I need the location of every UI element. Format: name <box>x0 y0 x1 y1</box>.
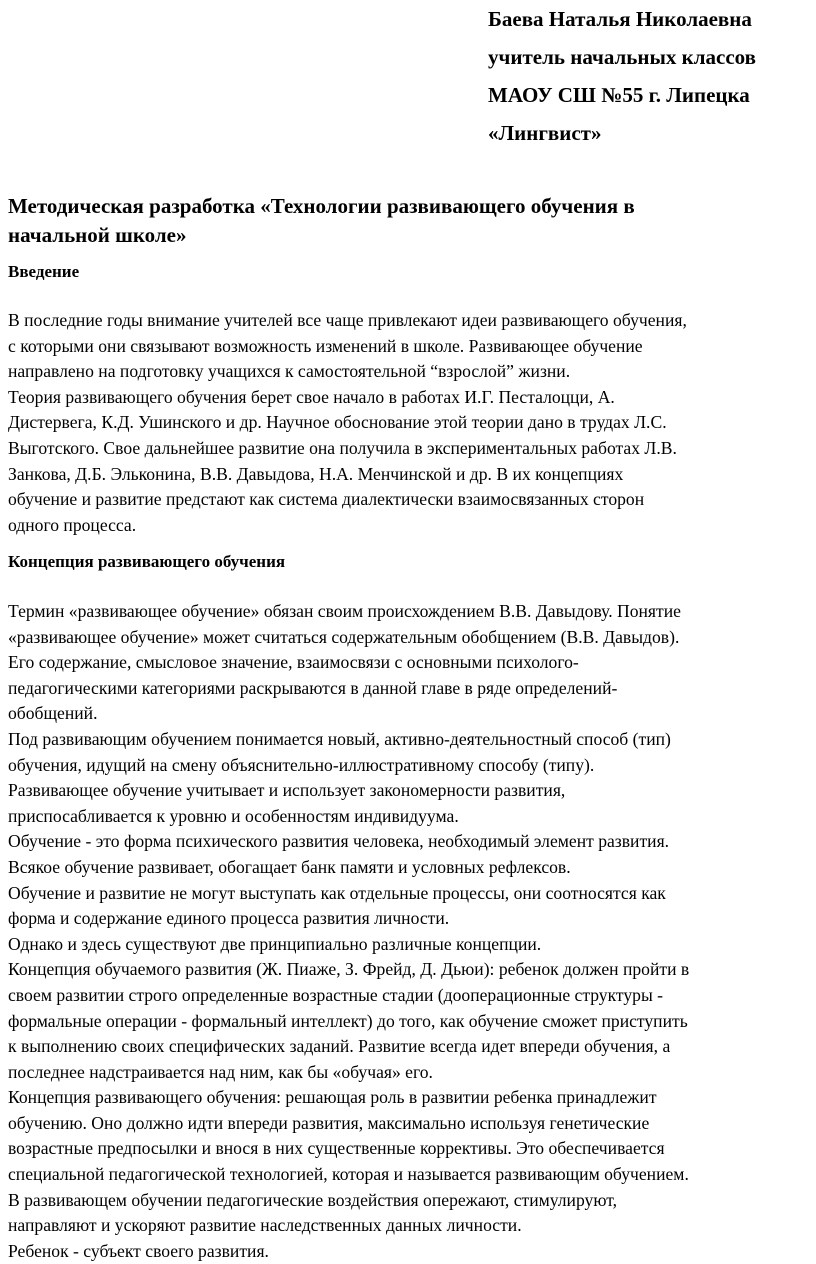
text-line: обучение и развитие предстают как система диалектически взаимосвязанных сторон <box>8 489 645 510</box>
text-line: Выготского. Свое дальнейшее развитие она получила в экспериментальных работах Л.В. <box>8 437 677 458</box>
text-line: В развивающем обучении педагогические воздействия опережают, стимулируют, <box>8 1189 618 1210</box>
author-block <box>488 0 808 152</box>
text-line: Концепция развивающего обучения: решающая роль в развитии ребенка принадлежит <box>8 1087 657 1108</box>
text-line: Занкова, Д.Б. Эльконина, В.В. Давыдова, Н.А. Менчинской и др. В их концепциях <box>8 463 624 484</box>
text-line: педагогическими категориями раскрываются в данной главе в ряде определений- <box>8 677 618 698</box>
text-line: В последние годы внимание учителей все чаще привлекают идеи развивающего обучения, <box>8 310 687 330</box>
text-line: Под развивающим обучением понимается новый, активно-деятельностный способ (тип) <box>8 728 671 749</box>
document-title-line: начальной школе» <box>8 223 187 247</box>
document-title <box>8 192 808 250</box>
text-line: Развивающее обучение учитывает и использует закономерности развития, <box>8 780 566 801</box>
text-line: с которыми они связывают возможность изменений в школе. Развивающее обучение <box>8 335 643 356</box>
text-line: формальные операции - формальный интеллект) до того, как обучение сможет приступить <box>8 1010 688 1031</box>
concept-heading: Концепция развивающего обучения <box>8 552 286 571</box>
text-line: обучения, идущий на смену объяснительно-иллюстративному способу (типу). <box>8 754 595 775</box>
text-line: Однако и здесь существуют две принципиально различные концепции. <box>8 933 542 954</box>
text-line: Теория развивающего обучения берет свое начало в работах И.Г. Песталоцци, А. <box>8 386 615 407</box>
author-school-name: «Лингвист» <box>488 121 602 145</box>
text-line: форма и содержание единого процесса развития личности. <box>8 908 450 929</box>
text-line: своем развитии строго определенные возрастные стадии (дооперационные структуры - <box>8 984 664 1005</box>
text-line: Обучение и развитие не могут выступать как отдельные процессы, они соотносятся как <box>8 882 666 903</box>
text-line: приспосабливается к уровню и особенностям индивидуума. <box>8 805 459 826</box>
author-school: МАОУ СШ №55 г. Липецка <box>488 83 750 107</box>
text-line: Его содержание, смысловое значение, взаимосвязи с основными психолого- <box>8 652 579 673</box>
document-title-line: Методическая разработка «Технологии развивающего обучения в <box>8 194 635 218</box>
text-line: Обучение - это форма психического развития человека, необходимый элемент развития. <box>8 831 670 852</box>
text-line: Ребенок - субъект своего развития. <box>8 1240 269 1261</box>
text-line: направлено на подготовку учащихся к самостоятельной “взрослой” жизни. <box>8 361 571 382</box>
author-name: Баева Наталья Николаевна <box>488 7 752 31</box>
text-line: Термин «развивающее обучение» обязан своим происхождением В.В. Давыдову. Понятие <box>8 601 681 621</box>
text-line: специальной педагогической технологией, которая и называется развивающим обучением. <box>8 1164 689 1185</box>
text-line: «развивающее обучение» может считаться содержательным обобщением (В.В. Давыдов). <box>8 626 680 647</box>
intro-heading: Введение <box>8 262 80 281</box>
intro-paragraph <box>8 308 816 538</box>
author-position: учитель начальных классов <box>488 45 756 69</box>
text-line: обучению. Оно должно идти впереди развития, максимально используя генетические <box>8 1112 650 1133</box>
text-line: направляют и ускоряют развитие наследственных данных личности. <box>8 1215 522 1236</box>
text-line: к выполнению своих специфических заданий. Развитие всегда идет впереди обучения, а <box>8 1036 671 1057</box>
text-line: Концепция обучаемого развития (Ж. Пиаже, З. Фрейд, Д. Дьюи): ребенок должен пройти в <box>8 959 690 980</box>
text-line: одного процесса. <box>8 514 137 535</box>
text-line: Всякое обучение развивает, обогащает банк памяти и условных рефлексов. <box>8 856 571 877</box>
text-line: Дистервега, К.Д. Ушинского и др. Научное обоснование этой теории дано в трудах Л.С. <box>8 412 667 433</box>
concept-paragraph <box>8 599 816 1264</box>
text-line: последнее надстраивается над ним, как бы «обучая» его. <box>8 1061 433 1082</box>
text-line: возрастные предпосылки и внося в них существенные коррективы. Это обеспечивается <box>8 1138 665 1159</box>
text-line: обобщений. <box>8 703 98 724</box>
